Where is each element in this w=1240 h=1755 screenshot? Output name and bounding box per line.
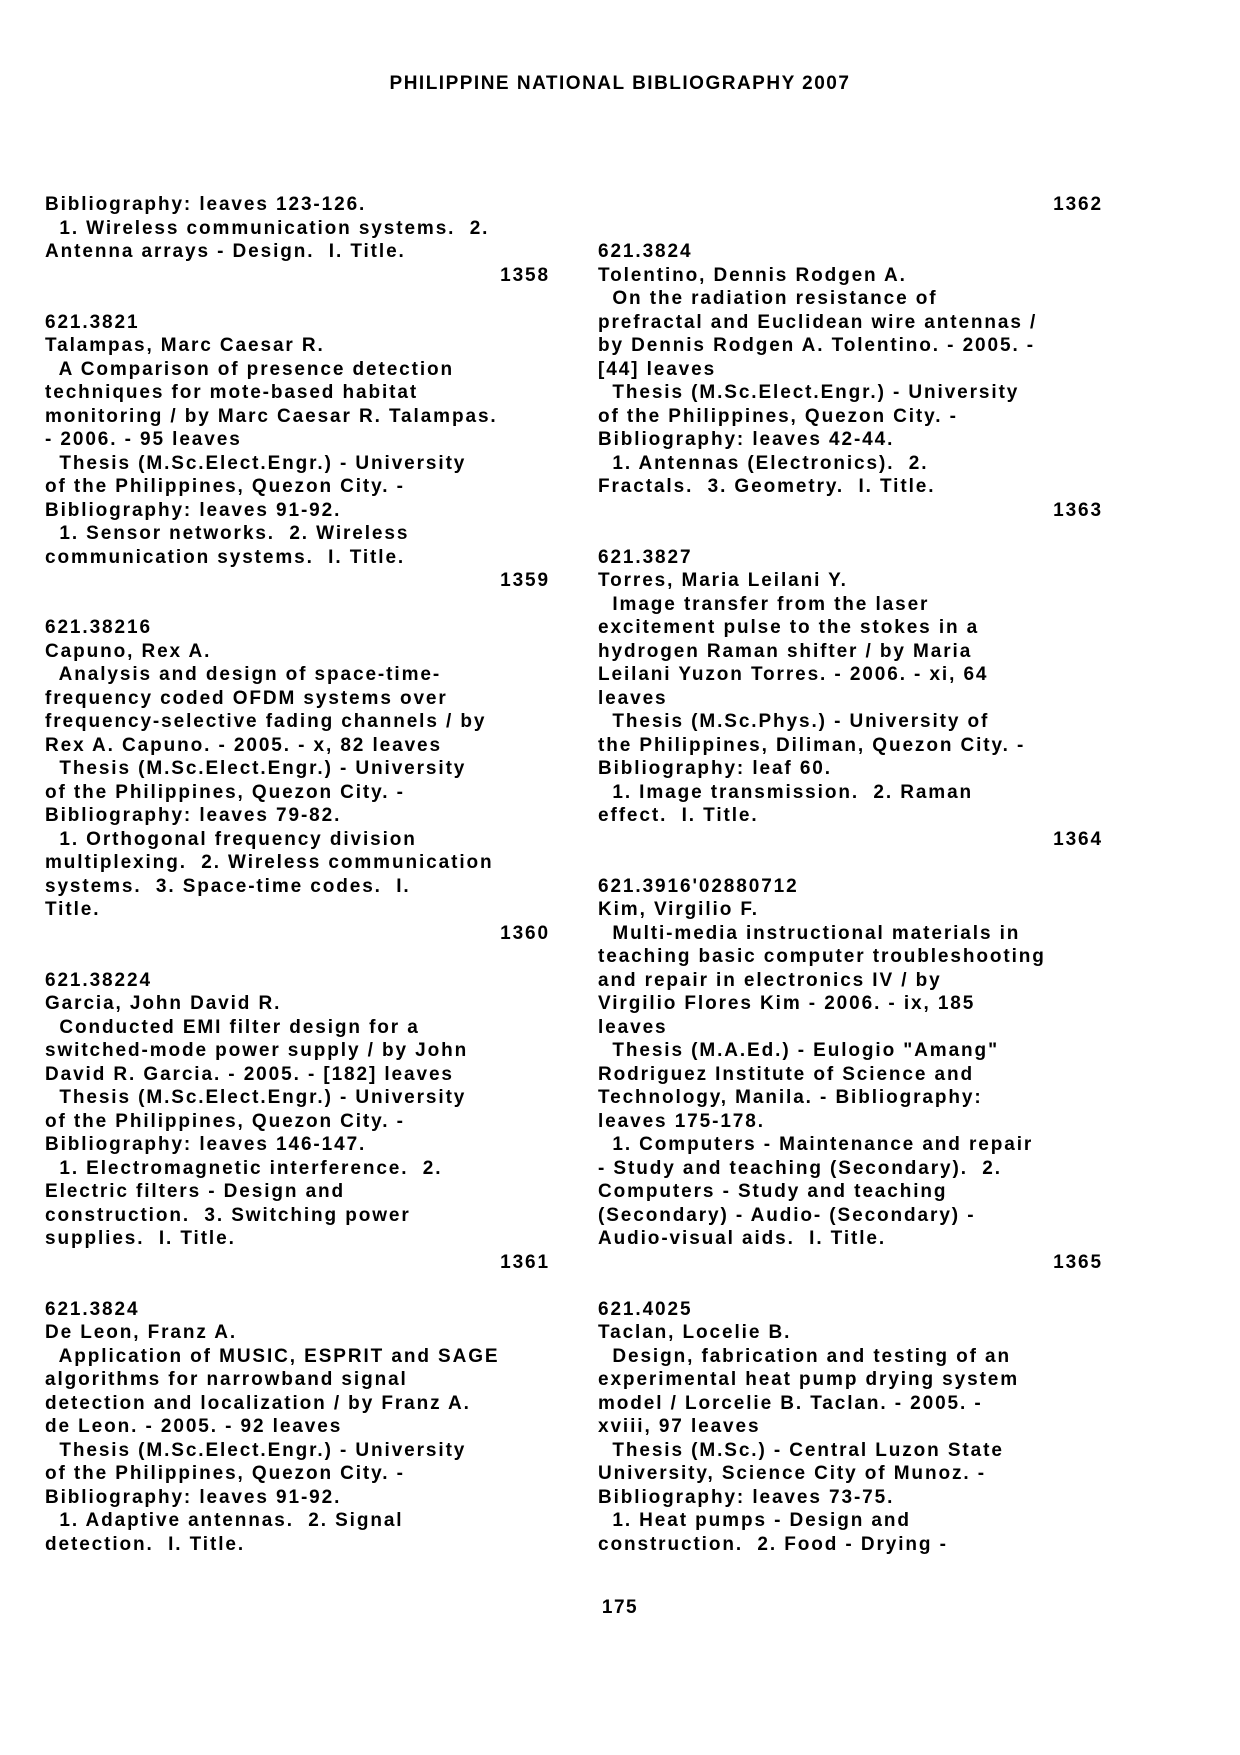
call-number: 621.4025 <box>598 1298 693 1320</box>
entry-line: leaves <box>598 1016 668 1038</box>
entry-line: Bibliography: leaves 42-44. <box>598 429 895 450</box>
entry-number: 1362 <box>1053 194 1103 215</box>
entry-line: Bibliography: leaves 79-82. <box>45 805 342 826</box>
entry-line: Virgilio Flores Kim - 2006. - ix, 185 <box>598 993 976 1014</box>
author: Tolentino, Dennis Rodgen A. <box>598 264 907 286</box>
entry-1359 <box>45 311 550 593</box>
entry-line: 1. Electromagnetic interference. 2. <box>45 1157 443 1179</box>
entry-line: experimental heat pump drying system <box>598 1369 1020 1390</box>
entry-line: 1. Computers - Maintenance and repair <box>598 1134 1034 1155</box>
entry-line: Design, fabrication and testing of an <box>598 1345 1011 1367</box>
entry-line: Conducted EMI filter design for a <box>45 1016 420 1038</box>
entry-line: systems. 3. Space-time codes. I. <box>45 875 411 897</box>
entry-line: Thesis (M.Sc.Elect.Engr.) - University <box>45 758 467 779</box>
entry-line: Fractals. 3. Geometry. I. Title. <box>598 476 936 497</box>
entry-line: Audio-visual aids. I. Title. <box>598 1228 887 1249</box>
entry-line: 1. Sensor networks. 2. Wireless <box>45 523 410 544</box>
author: Torres, Maria Leilani Y. <box>598 570 848 591</box>
entry-line: frequency-selective fading channels / by <box>45 711 487 732</box>
entry-line: by Dennis Rodgen A. Tolentino. - 2005. - <box>598 335 1036 356</box>
entry-1365 <box>598 875 1103 1275</box>
entry-line: Leilani Yuzon Torres. - 2006. - xi, 64 <box>598 664 989 685</box>
entry-line: model / Lorcelie B. Taclan. - 2005. - <box>598 1392 983 1414</box>
entry-line: A Comparison of presence detection <box>45 358 455 380</box>
entry-line: Technology, Manila. - Bibliography: <box>598 1087 983 1108</box>
entry-line: Multi-media instructional materials in <box>598 922 1021 944</box>
entry-line: Thesis (M.Sc.Phys.) - University of <box>598 711 990 732</box>
entry-number: 1364 <box>1053 828 1103 850</box>
entry-number: 1363 <box>1053 499 1103 521</box>
entry-line: of the Philippines, Quezon City. - <box>45 1463 405 1484</box>
entry-line: Application of MUSIC, ESPRIT and SAGE <box>45 1345 500 1367</box>
entry-line: 1. Orthogonal frequency division <box>45 828 417 850</box>
entry-line: 1. Antennas (Electronics). 2. <box>598 452 929 474</box>
entry-line: Thesis (M.Sc.Elect.Engr.) - University <box>45 1087 467 1108</box>
entry-line: monitoring / by Marc Caesar R. Talampas. <box>45 405 498 427</box>
entry-number: 1360 <box>500 922 550 944</box>
entry-1361 <box>45 969 550 1275</box>
entry-1366 <box>598 1298 1103 1557</box>
call-number: 621.3824 <box>598 241 693 262</box>
entry-line: of the Philippines, Quezon City. - <box>45 476 405 497</box>
entry-number: 1365 <box>1053 1251 1103 1273</box>
page-number: 175 <box>601 1597 639 1618</box>
page-header: PHILIPPINE NATIONAL BIBLIOGRAPHY 2007 <box>389 73 851 94</box>
author: De Leon, Franz A. <box>45 1322 238 1343</box>
entry-line: University, Science City of Munoz. - <box>598 1463 986 1484</box>
entry-line: - 2006. - 95 leaves <box>45 429 242 450</box>
author: Talampas, Marc Caesar R. <box>45 335 325 356</box>
author: Garcia, John David R. <box>45 993 282 1014</box>
entry-line: 1. Wireless communication systems. 2. <box>45 217 490 239</box>
entry-line: xviii, 97 leaves <box>598 1416 761 1437</box>
entry-line: de Leon. - 2005. - 92 leaves <box>45 1416 343 1437</box>
entry-line: Analysis and design of space-time- <box>45 664 442 685</box>
entry-line: Image transfer from the laser <box>598 593 930 615</box>
entry-line: detection and localization / by Franz A. <box>45 1392 471 1414</box>
call-number: 621.3827 <box>598 546 693 568</box>
entry-line: 1. Image transmission. 2. Raman <box>598 781 974 803</box>
entry-line: Rex A. Capuno. - 2005. - x, 82 leaves <box>45 734 442 756</box>
entry-line: leaves 175-178. <box>598 1110 765 1132</box>
entry-number: 1361 <box>500 1251 550 1273</box>
author: Capuno, Rex A. <box>45 640 212 662</box>
entry-number: 1358 <box>500 264 550 286</box>
entry-1362 <box>45 1298 550 1557</box>
entry-line: Bibliography: leaves 123-126. <box>45 194 367 215</box>
call-number: 621.38224 <box>45 969 152 991</box>
entry-line: effect. I. Title. <box>598 805 759 826</box>
entry-line: switched-mode power supply / by John <box>45 1040 469 1061</box>
entry-line: Bibliography: leaves 73-75. <box>598 1486 895 1508</box>
call-number: 621.3916'02880712 <box>598 875 799 897</box>
entry-line: communication systems. I. Title. <box>45 546 406 568</box>
entry-line: Antenna arrays - Design. I. Title. <box>45 241 406 262</box>
entry-line: Rodriguez Institute of Science and <box>598 1063 975 1085</box>
entry-line: supplies. I. Title. <box>45 1228 236 1249</box>
entry-line: Thesis (M.A.Ed.) - Eulogio "Amang" <box>598 1040 999 1061</box>
entry-line: Thesis (M.Sc.) - Central Luzon State <box>598 1439 1004 1461</box>
entry-line: 1. Heat pumps - Design and <box>598 1510 911 1531</box>
author: Kim, Virgilio F. <box>598 899 759 920</box>
call-number: 621.3821 <box>45 311 140 333</box>
entry-line: [44] leaves <box>598 358 717 380</box>
entry-line: of the Philippines, Quezon City. - <box>45 781 405 803</box>
left-column <box>45 193 550 1556</box>
entry-1363 <box>598 240 1103 522</box>
entry-line: excitement pulse to the stokes in a <box>598 617 980 638</box>
call-number: 621.3824 <box>45 1298 140 1320</box>
entry-line: techniques for mote-based habitat <box>45 382 419 403</box>
entry-line: and repair in electronics IV / by <box>598 969 942 991</box>
entry-line: the Philippines, Diliman, Quezon City. - <box>598 734 1026 756</box>
entry-line: Thesis (M.Sc.Elect.Engr.) - University <box>598 382 1020 403</box>
entry-line: Bibliography: leaves 146-147. <box>45 1134 367 1155</box>
entry-line: prefractal and Euclidean wire antennas / <box>598 311 1038 333</box>
entry-number: 1359 <box>500 570 550 591</box>
entry-line: Thesis (M.Sc.Elect.Engr.) - University <box>45 1439 467 1461</box>
entry-line: Title. <box>45 899 101 920</box>
entry-line: detection. I. Title. <box>45 1533 246 1555</box>
entry-1358 <box>45 193 550 287</box>
entry-line: multiplexing. 2. Wireless communication <box>45 852 494 873</box>
entry-line: Thesis (M.Sc.Elect.Engr.) - University <box>45 452 467 474</box>
entry-line: hydrogen Raman shifter / by Maria <box>598 640 973 662</box>
right-column <box>598 193 1103 1556</box>
entry-line: frequency coded OFDM systems over <box>45 687 448 709</box>
entry-line: construction. 2. Food - Drying - <box>598 1533 948 1555</box>
call-number: 621.38216 <box>45 617 152 638</box>
entry-line: Computers - Study and teaching <box>598 1181 948 1202</box>
entry-line: Bibliography: leaves 91-92. <box>45 1486 342 1508</box>
entry-line: David R. Garcia. - 2005. - [182] leaves <box>45 1063 454 1085</box>
entry-line: Electric filters - Design and <box>45 1181 346 1202</box>
entry-line: of the Philippines, Quezon City. - <box>45 1110 405 1132</box>
entry-line: of the Philippines, Quezon City. - <box>598 405 958 427</box>
entry-line: construction. 3. Switching power <box>45 1204 411 1226</box>
entry-1364 <box>598 546 1103 852</box>
entry-line: Bibliography: leaves 91-92. <box>45 499 342 521</box>
entry-line: On the radiation resistance of <box>598 288 938 309</box>
entry-line: leaves <box>598 687 668 709</box>
author: Taclan, Locelie B. <box>598 1322 792 1343</box>
entry-line: teaching basic computer troubleshooting <box>598 946 1046 967</box>
entry-line: - Study and teaching (Secondary). 2. <box>598 1157 1002 1179</box>
entry-1360 <box>45 616 550 945</box>
entry-line: Bibliography: leaf 60. <box>598 758 832 779</box>
entry-line: algorithms for narrowband signal <box>45 1369 408 1390</box>
entry-line: (Secondary) - Audio- (Secondary) - <box>598 1204 976 1226</box>
entry-line: 1. Adaptive antennas. 2. Signal <box>45 1510 404 1531</box>
